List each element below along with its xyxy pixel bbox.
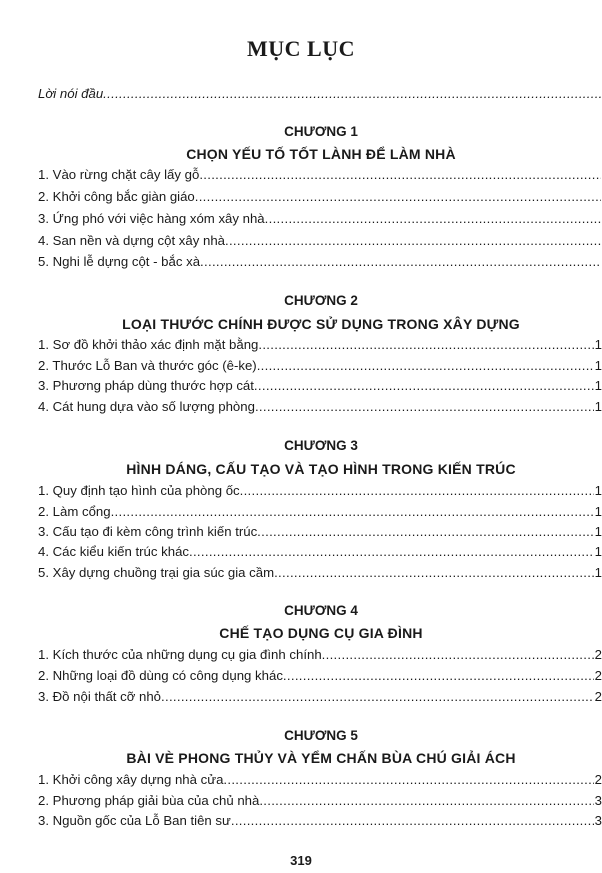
dot-leader bbox=[161, 687, 594, 707]
dot-leader bbox=[189, 542, 594, 562]
toc-entry-label: 4. Cát hung dựa vào số lượng phòng bbox=[38, 399, 255, 414]
toc-entry[interactable] bbox=[38, 209, 602, 229]
dot-leader bbox=[254, 376, 594, 396]
toc-entry-label: 4. San nền và dựng cột xây nhà bbox=[38, 233, 225, 248]
toc-entry[interactable] bbox=[38, 811, 602, 831]
chapter-2-title: LOẠI THƯỚC CHÍNH ĐƯỢC SỬ DỤNG TRONG XÂY DỰNG bbox=[122, 316, 520, 332]
toc-entry[interactable] bbox=[38, 770, 602, 790]
chapter-1-number: CHƯƠNG 1 bbox=[284, 124, 358, 139]
toc-entry-label: 3. Ứng phó với việc hàng xóm xây nhà bbox=[38, 211, 265, 226]
toc-entry-label: 2. Làm cổng bbox=[38, 504, 111, 519]
toc-entry-label: 2. Những loại đồ dùng có công dụng khác bbox=[38, 668, 283, 683]
toc-entry[interactable] bbox=[38, 542, 602, 562]
dot-leader bbox=[283, 666, 594, 686]
dot-leader bbox=[199, 165, 601, 185]
toc-entry[interactable] bbox=[38, 522, 602, 542]
toc-entry-label: 2. Khởi công bắc giàn giáo bbox=[38, 189, 195, 204]
page-title: MỤC LỤC bbox=[247, 36, 355, 61]
toc-entry-label: 3. Cấu tạo đi kèm công trình kiến trúc bbox=[38, 524, 258, 539]
toc-entry-page: 3 bbox=[594, 813, 602, 828]
chapter-5-title: BÀI VÈ PHONG THỦY VÀ YỂM CHẤN BÙA CHÚ GIẢI ÁCH bbox=[126, 750, 516, 766]
toc-entry-page: 1 bbox=[594, 565, 602, 580]
toc-entry[interactable] bbox=[38, 397, 602, 417]
toc-entry[interactable] bbox=[38, 502, 602, 522]
toc-entry-label: 1. Quy định tạo hình của phòng ốc bbox=[38, 483, 240, 498]
toc-entry-label: 2. Thước Lỗ Ban và thước góc (ê-ke) bbox=[38, 358, 257, 373]
toc-entry-page: 1 bbox=[594, 544, 602, 559]
chapter-1-title: CHỌN YẾU TỐ TỐT LÀNH ĐỂ LÀM NHÀ bbox=[186, 146, 456, 162]
toc-entry-label: 2. Phương pháp giải bùa của chủ nhà bbox=[38, 793, 260, 808]
toc-entry[interactable] bbox=[38, 481, 602, 501]
toc-entry[interactable] bbox=[38, 563, 602, 583]
toc-entry[interactable] bbox=[38, 165, 602, 185]
dot-leader bbox=[111, 502, 594, 522]
dot-leader bbox=[257, 522, 593, 542]
dot-leader bbox=[225, 231, 601, 251]
dot-leader bbox=[103, 84, 601, 104]
toc-entry-preface[interactable] bbox=[38, 84, 602, 104]
toc-entry-label: 4. Các kiểu kiến trúc khác bbox=[38, 544, 189, 559]
toc-entry[interactable] bbox=[38, 376, 602, 396]
toc-entry-label: 5. Nghi lễ dựng cột - bắc xà bbox=[38, 254, 201, 269]
toc-entry-page: 2 bbox=[594, 668, 602, 683]
toc-entry-label: 1. Khởi công xây dựng nhà cửa bbox=[38, 772, 224, 787]
toc-entry-label: Lời nói đầu bbox=[38, 86, 104, 101]
toc-entry[interactable] bbox=[38, 687, 602, 707]
toc-entry-page: 1 bbox=[594, 504, 602, 519]
toc-entry[interactable] bbox=[38, 666, 602, 686]
dot-leader bbox=[223, 770, 593, 790]
page-number: 319 bbox=[290, 853, 312, 868]
toc-entry-label: 3. Đồ nội thất cỡ nhỏ bbox=[38, 689, 162, 704]
chapter-4-number: CHƯƠNG 4 bbox=[284, 603, 358, 618]
toc-entry-label: 5. Xây dựng chuồng trại gia súc gia cầm bbox=[38, 565, 275, 580]
chapter-3-number: CHƯƠNG 3 bbox=[284, 438, 358, 453]
toc-entry-label: 1. Sơ đồ khởi thảo xác định mặt bằng bbox=[38, 337, 259, 352]
dot-leader bbox=[255, 397, 594, 417]
dot-leader bbox=[195, 187, 601, 207]
dot-leader bbox=[200, 252, 601, 272]
toc-entry-page: 2 bbox=[594, 772, 602, 787]
toc-entry-label: 3. Nguồn gốc của Lỗ Ban tiên sư bbox=[38, 813, 231, 828]
dot-leader bbox=[265, 209, 601, 229]
toc-entry[interactable] bbox=[38, 335, 602, 355]
chapter-2-number: CHƯƠNG 2 bbox=[284, 293, 358, 308]
chapter-4-title: CHẾ TẠO DỤNG CỤ GIA ĐÌNH bbox=[219, 625, 423, 641]
chapter-5-number: CHƯƠNG 5 bbox=[284, 728, 358, 743]
toc-entry[interactable] bbox=[38, 791, 602, 811]
toc-entry[interactable] bbox=[38, 356, 602, 376]
toc-entry[interactable] bbox=[38, 252, 602, 272]
toc-entry-label: 1. Vào rừng chặt cây lấy gỗ bbox=[38, 167, 200, 182]
toc-entry[interactable] bbox=[38, 231, 602, 251]
toc-entry-label: 3. Phương pháp dùng thước hợp cát bbox=[38, 378, 254, 393]
toc-entry-page: 1 bbox=[594, 378, 602, 393]
dot-leader bbox=[231, 811, 594, 831]
toc-entry-page: 2 bbox=[594, 647, 602, 662]
dot-leader bbox=[274, 563, 594, 583]
toc-entry-page: 1 bbox=[594, 399, 602, 414]
toc-entry-label: 1. Kích thước của những dụng cụ gia đình chính bbox=[38, 647, 322, 662]
toc-entry-page: 1 bbox=[594, 358, 602, 373]
dot-leader bbox=[259, 791, 593, 811]
dot-leader bbox=[322, 645, 594, 665]
toc-entry-page: 2 bbox=[594, 689, 602, 704]
dot-leader bbox=[257, 356, 594, 376]
dot-leader bbox=[258, 335, 593, 355]
dot-leader bbox=[240, 481, 594, 501]
toc-entry-page: 3 bbox=[594, 793, 602, 808]
toc-entry-page: 1 bbox=[594, 524, 602, 539]
chapter-3-title: HÌNH DÁNG, CẤU TẠO VÀ TẠO HÌNH TRONG KIẾN TRÚC bbox=[126, 461, 516, 477]
toc-entry-page: 1 bbox=[594, 337, 602, 352]
toc-entry[interactable] bbox=[38, 187, 602, 207]
toc-entry[interactable] bbox=[38, 645, 602, 665]
toc-entry-page: 1 bbox=[594, 483, 602, 498]
